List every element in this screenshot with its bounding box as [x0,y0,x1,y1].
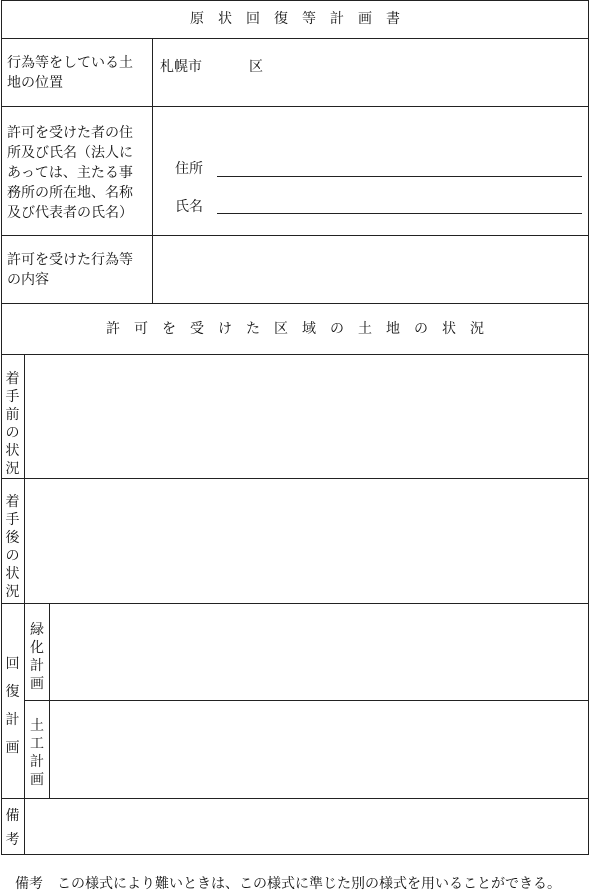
location-label: 行為等をしている土 [7,55,133,71]
activity-label-2: の内容 [7,272,49,288]
name-label: 氏名 [175,199,203,215]
name-field[interactable] [217,213,582,214]
divider [1,235,589,236]
divider [1,478,589,479]
activity-label-1: 許可を受けた行為等 [7,252,133,268]
divider [24,700,589,701]
divider [1,106,589,107]
divider [1,38,589,39]
permittee-label-2: 所及び氏名（法人に [7,145,133,161]
address-field[interactable] [217,176,582,177]
location-label-2: 地の位置 [7,75,63,91]
remarks-divider [24,798,25,855]
footnote: 備考 この様式により難いときは、この様式に準じた別の様式を用いることができる。 [15,876,561,892]
permittee-label-4: 務所の所在地、名称 [7,185,133,201]
form-title: 原 状 回 復 等 計 画 書 [190,11,400,27]
city-text: 札幌市 [160,59,202,75]
earthwork-label: 土 工 計 画 [30,718,44,788]
permittee-label-3: あっては、主たる事 [7,165,133,181]
permittee-label-5: 及び代表者の氏名） [7,205,133,221]
greening-label: 緑 化 計 画 [30,622,44,692]
divider [1,303,589,304]
ward-text: 区 [249,59,263,75]
address-label: 住所 [175,161,203,177]
divider [1,603,589,604]
divider [1,354,589,355]
divider [1,798,589,799]
after-label: 着 手 後 の 状 況 [5,494,20,600]
column-divider [152,38,153,303]
recovery-label: 回 復 計 画 [5,656,20,756]
land-section-title: 許 可 を 受 け た 区 域 の 土 地 の 状 況 [106,321,484,337]
remarks-label: 備 考 [5,808,20,848]
before-label: 着 手 前 の 状 況 [5,371,20,477]
permittee-label-1: 許可を受けた者の住 [7,125,133,141]
